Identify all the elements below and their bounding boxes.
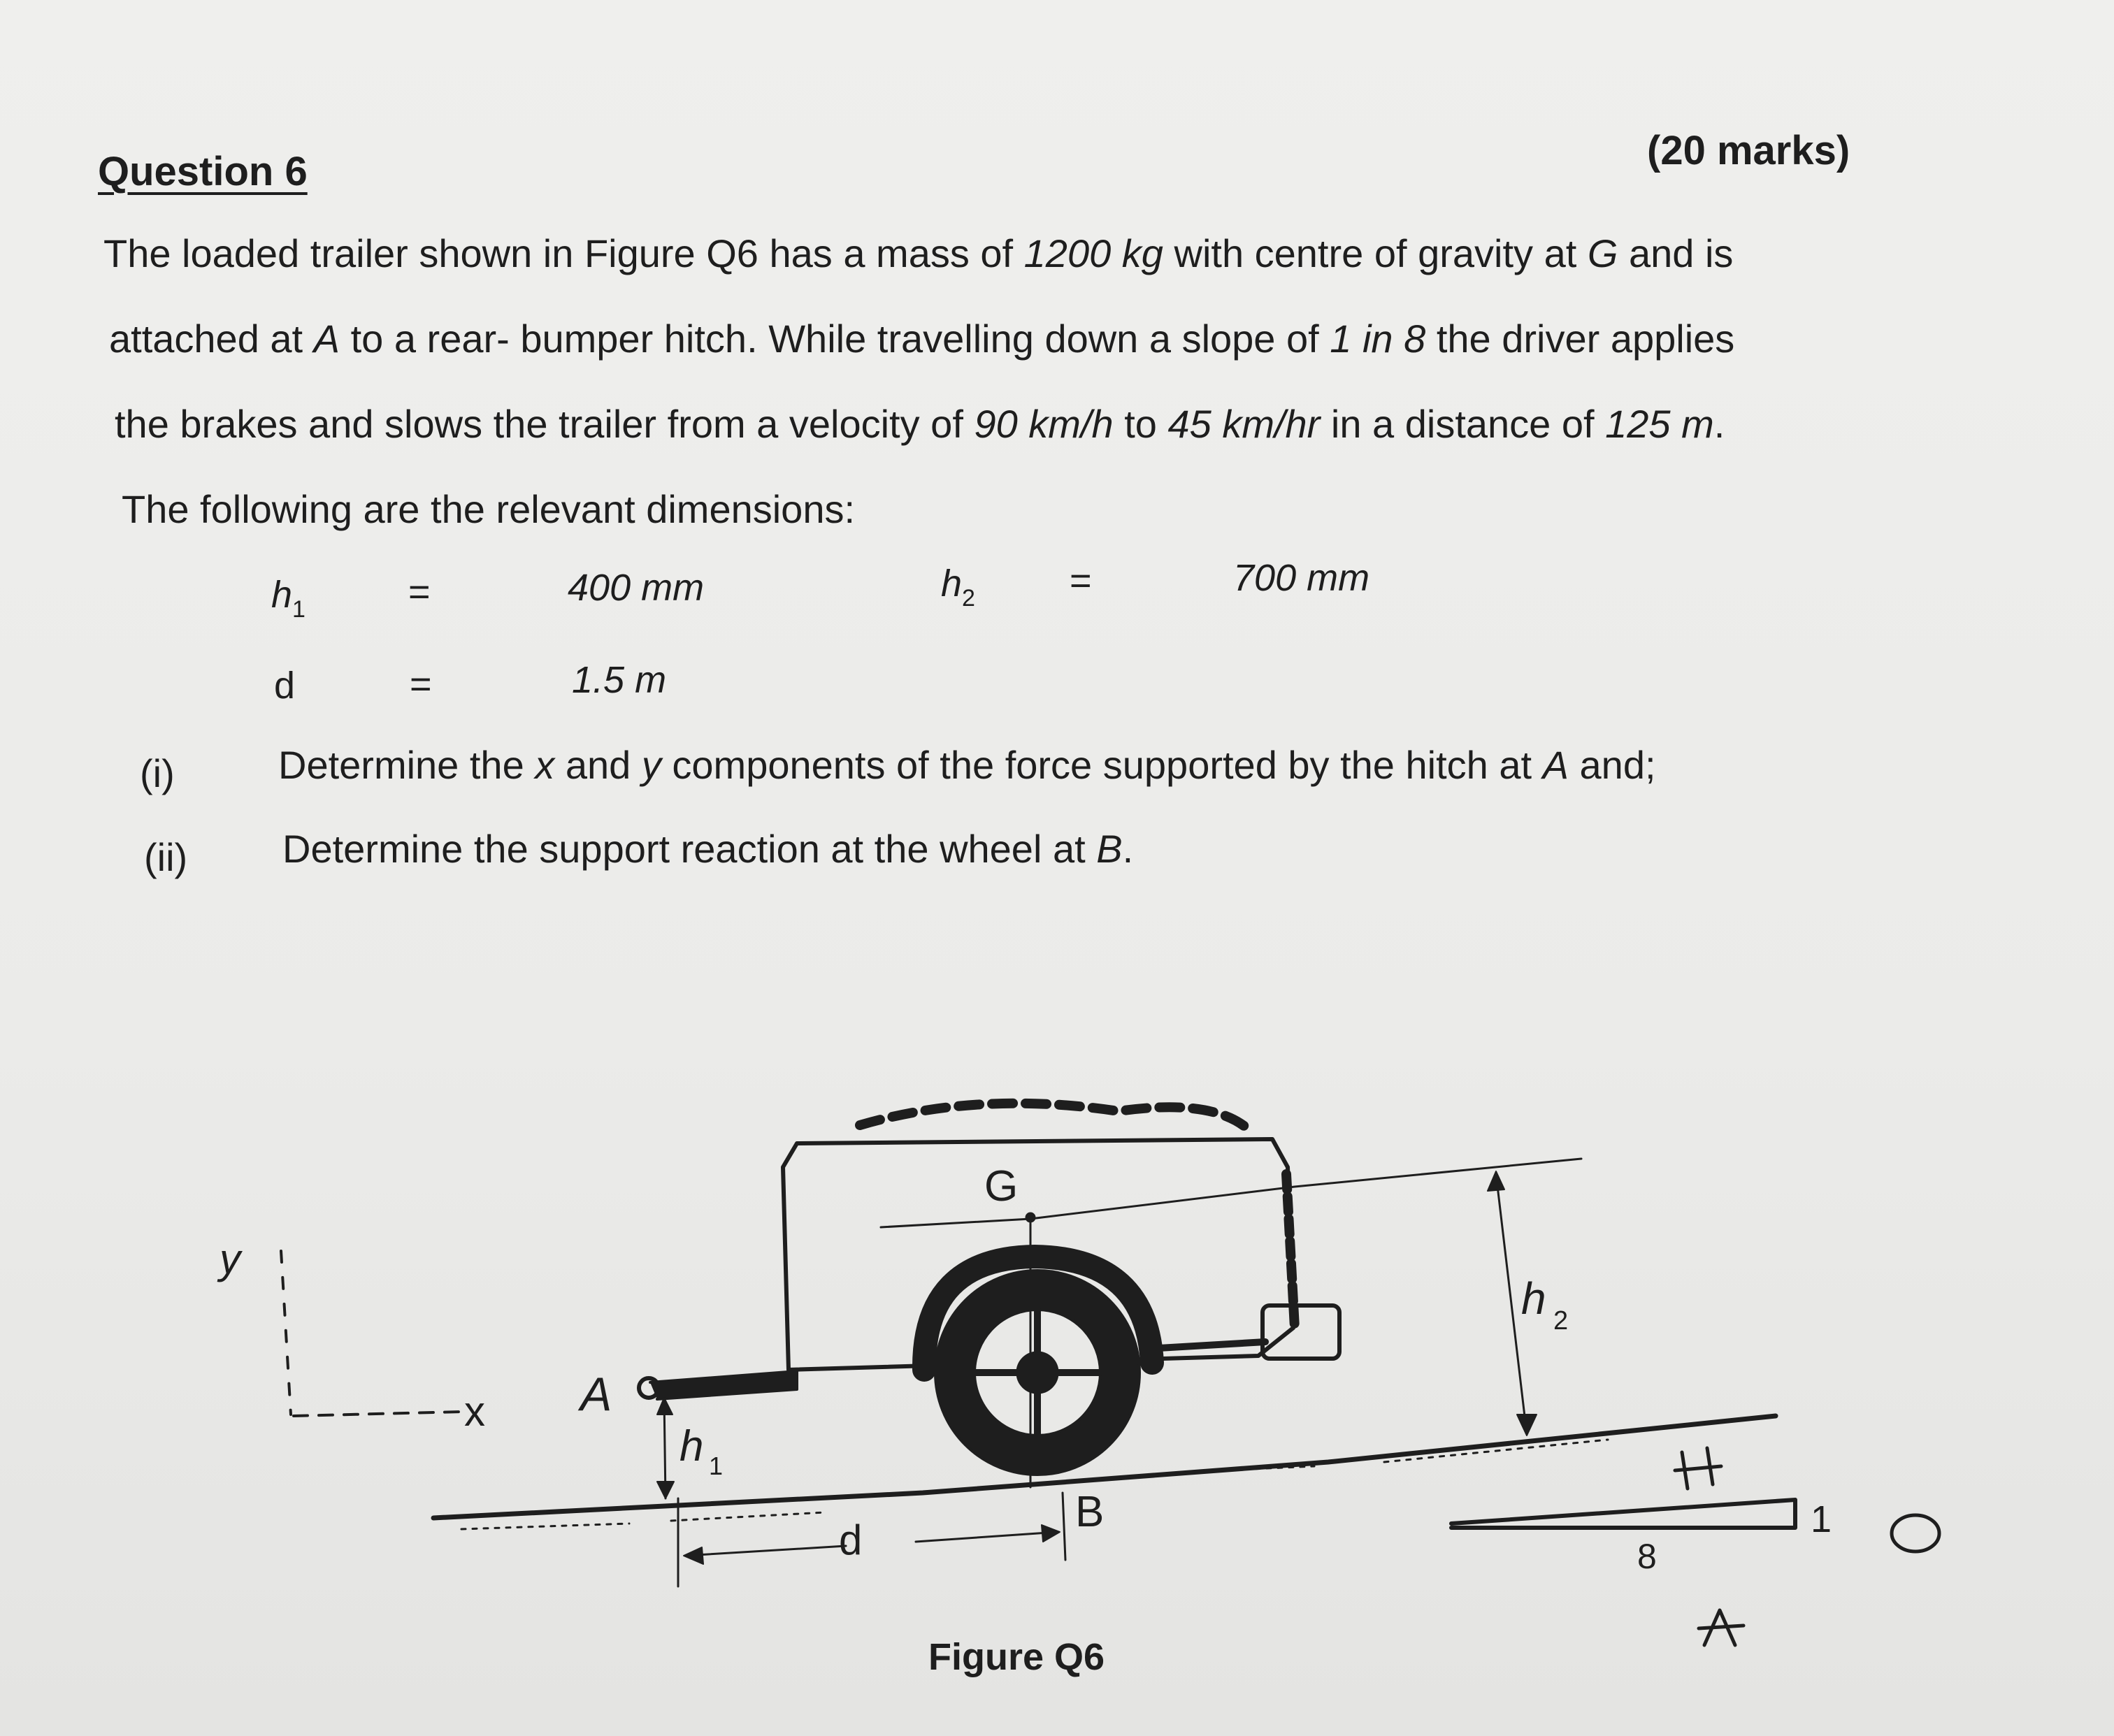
axle-bar bbox=[1146, 1342, 1265, 1349]
h1-bottom-arrow-icon bbox=[657, 1482, 674, 1498]
x-axis-line bbox=[294, 1412, 461, 1416]
dim-h1-symbol: $h_1$ bbox=[271, 574, 305, 623]
dim-d-value: 1.5 m bbox=[572, 659, 667, 701]
handwritten-o-mark bbox=[1892, 1515, 1939, 1551]
dim-h1-equals: = bbox=[408, 571, 431, 613]
slope-triangle bbox=[1451, 1500, 1795, 1528]
part-i-text: Determine the x and y components of the force supported by the hitch at A and; bbox=[278, 743, 1656, 787]
slope-run-label: 8 bbox=[1637, 1537, 1657, 1576]
d-right-arrow-icon bbox=[1042, 1525, 1060, 1542]
marks-label: (20 marks) bbox=[1647, 128, 1850, 173]
handwritten-h-mark bbox=[1675, 1448, 1721, 1489]
paragraph-line-1: The loaded trailer shown in Figure Q6 has a mass of 1200 kg with centre of gravity at G and is bbox=[103, 231, 1734, 275]
paragraph-line-2: attached at A to a rear- bumper hitch. While travelling down a slope of 1 in 8 the driver applies bbox=[109, 317, 1735, 361]
label-a: A bbox=[580, 1368, 612, 1421]
dim-h2-symbol: $h_2$ bbox=[941, 563, 975, 612]
figure-caption: Figure Q6 bbox=[928, 1636, 1105, 1678]
paragraph-line-4: The following are the relevant dimensions: bbox=[122, 487, 856, 531]
handwritten-a-mark bbox=[1699, 1610, 1743, 1645]
h2-bottom-arrow-icon bbox=[1517, 1415, 1537, 1435]
h2-top-arrow-icon bbox=[1488, 1171, 1504, 1191]
d-right-ext-line bbox=[1063, 1493, 1065, 1560]
y-axis-line bbox=[281, 1251, 291, 1415]
d-left-arrow-icon bbox=[684, 1547, 703, 1564]
part-i-number: (i) bbox=[140, 751, 175, 795]
label-h2-sub: 2 bbox=[1553, 1306, 1569, 1336]
dim-h1-value: 400 mm bbox=[568, 567, 705, 609]
axis-x-label: x bbox=[464, 1388, 485, 1435]
label-g: G bbox=[984, 1162, 1019, 1210]
label-d: d bbox=[839, 1517, 863, 1563]
label-b: B bbox=[1075, 1488, 1105, 1536]
part-ii-text: Determine the support reaction at the wheel at B. bbox=[282, 827, 1134, 871]
dim-d-equals: = bbox=[410, 663, 432, 705]
dim-h2-value: 700 mm bbox=[1233, 557, 1370, 599]
d-dimension-line bbox=[685, 1532, 1058, 1556]
paragraph-line-3: the brakes and slows the trailer from a velocity of 90 km/h to 45 km/hr in a distance of 125 m. bbox=[115, 402, 1725, 446]
slope-rise-label: 1 bbox=[1811, 1498, 1832, 1540]
tail-light-icon bbox=[1263, 1305, 1339, 1359]
question-heading: Question 6 bbox=[98, 149, 308, 194]
wheel-hub-icon bbox=[1016, 1352, 1058, 1394]
label-h1-sub: 1 bbox=[709, 1452, 724, 1480]
label-h2: h bbox=[1521, 1273, 1546, 1324]
g-point-icon bbox=[1026, 1213, 1035, 1222]
hitch-tongue bbox=[650, 1371, 797, 1399]
dim-h2-equals: = bbox=[1070, 560, 1092, 602]
part-ii-number: (ii) bbox=[144, 835, 188, 879]
dim-d-symbol: d bbox=[274, 665, 296, 707]
axis-y-label: y bbox=[220, 1236, 240, 1282]
label-h1: h bbox=[680, 1422, 704, 1470]
trailer-load bbox=[860, 1104, 1251, 1132]
